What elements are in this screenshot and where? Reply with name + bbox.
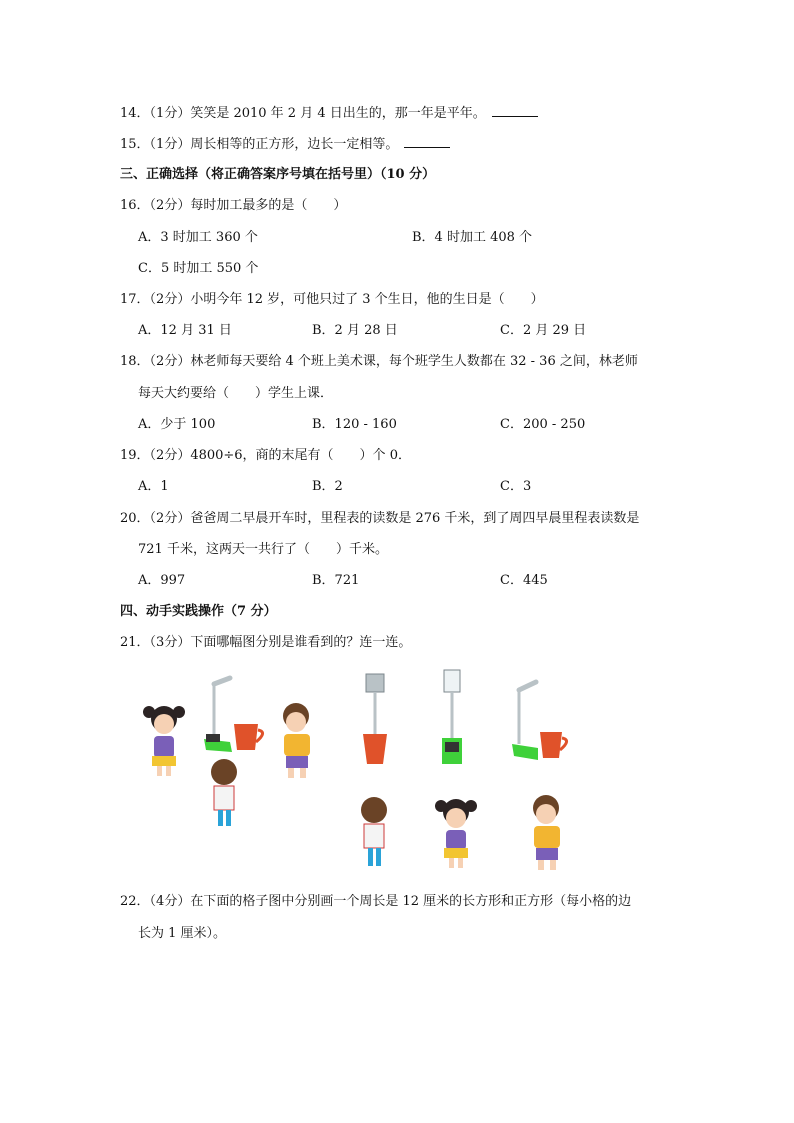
q16-option-c: C．5 时加工 550 个 [138,261,259,276]
q21-illustration [134,664,578,878]
q16-option-a: A．3 时加工 360 个 [138,230,258,245]
q18-option-a: A．少于 100 [138,417,216,432]
question-18-line1: 18．（2分）林老师每天要给 4 个班上美术课，每个班学生人数都在 32 - 36 之间，林老师 [120,354,638,369]
q17-option-a: A．12 月 31 日 [138,323,232,338]
question-20-line2: 721 千米，这两天一共行了（ ）千米。 [138,542,388,557]
q20-option-b: B．721 [312,573,360,588]
scene-lamp [204,678,232,752]
question-17: 17．（2分）小明今年 12 岁，可他只过了 3 个生日，他的生日是（ ） [120,292,544,307]
scene-back-child [211,759,237,826]
question-22-line1: 22．（4分）在下面的格子图中分别画一个周长是 12 厘米的长方形和正方形（每小格的边 [120,894,632,909]
option-girl [435,799,477,868]
q20-option-c: C．445 [500,573,548,588]
q16-option-b: B．4 时加工 408 个 [412,230,533,245]
question-21: 21．（3分）下面哪幅图分别是谁看到的？连一连。 [120,635,412,650]
option-boy [533,795,560,870]
question-14: 14．（1分）笑笑是 2010 年 2 月 4 日出生的，那一年是平年。 [120,104,538,123]
answer-blank [492,104,538,117]
view-side [442,670,462,764]
question-18-line2: 每天大约要给（ ）学生上课． [138,386,334,401]
view-other-side [512,682,567,760]
scene-cup [234,724,263,750]
section-3-heading: 三、正确选择（将正确答案序号填在括号里）（10 分） [120,167,436,182]
question-16: 16．（2分）每时加工最多的是（ ） [120,198,347,213]
q17-option-b: B．2 月 28 日 [312,323,398,338]
question-15: 15．（1分）周长相等的正方形，边长一定相等。 [120,135,450,154]
q18-option-c: C．200 - 250 [500,417,586,432]
question-20-line1: 20．（2分）爸爸周二早晨开车时，里程表的读数是 276 千米，到了周四早晨里程表读数是 [120,511,640,526]
scene-girl [143,706,185,776]
question-22-line2: 长为 1 厘米）。 [138,926,227,941]
q19-option-b: B．2 [312,479,343,494]
q19-option-a: A．1 [138,479,169,494]
section-4-heading: 四、动手实践操作（7 分） [120,604,277,619]
scene-boy [283,703,310,778]
q17-option-c: C．2 月 29 日 [500,323,587,338]
question-19: 19．（2分）4800÷6，商的末尾有（ ）个 0． [120,448,411,463]
q20-option-a: A．997 [138,573,186,588]
view-front [363,674,387,764]
option-back-child [361,797,387,866]
answer-blank [404,135,450,148]
q18-option-b: B．120 - 160 [312,417,397,432]
q19-option-c: C．3 [500,479,532,494]
